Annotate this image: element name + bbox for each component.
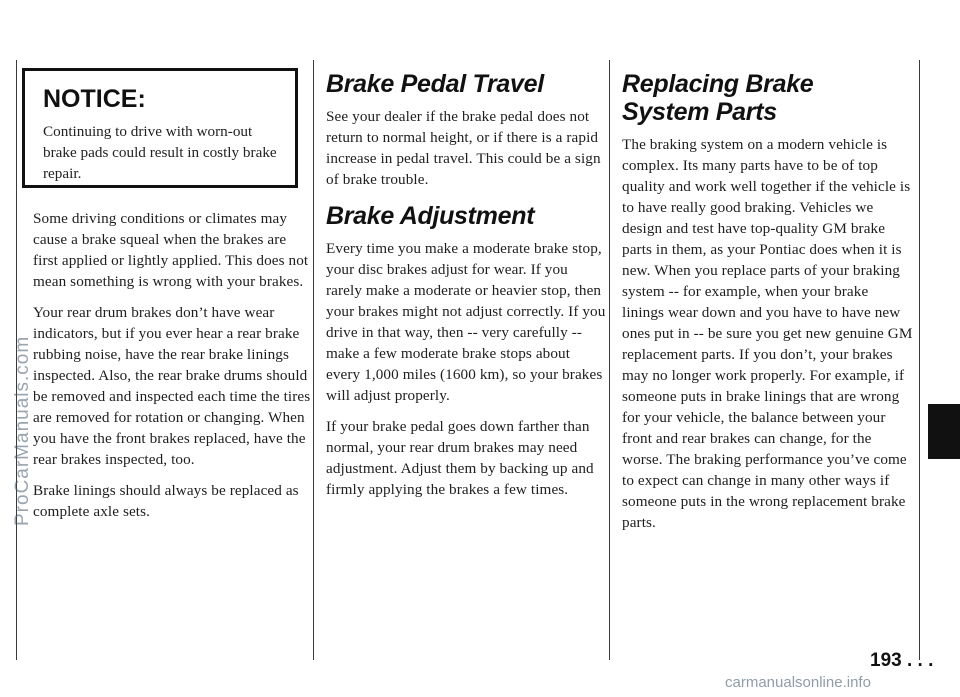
heading-brake-pedal-travel: Brake Pedal Travel — [326, 70, 544, 98]
column-middle — [326, 70, 606, 510]
notice-box — [22, 68, 298, 188]
column-rule-middle-left — [313, 60, 314, 660]
paragraph-replacing-parts: The braking system on a modern vehicle is complex. Its many parts have to be of top quality and work well together if the vehicle is to have really good braking. Vehicles we design and test have top-quality GM brake parts in them, as your Pontiac does when it is new. When you replace parts of your braking system -- for example, when your brake linings wear down and you have to have new ones put in -- be sure you get new genuine GM replacement parts. If you don’t, your brakes may no longer work properly. For example, if someone puts in brake linings that are wrong for your vehicle, the balance between your front and rear brakes can change, for the worse. The braking performance you’ve come to expect can change in many other ways if someone puts in the wrong replacement brake parts. — [622, 136, 913, 531]
column-left — [33, 208, 313, 532]
paragraph-brake-adjustment: Every time you make a moderate brake stop, your disc brakes adjust for wear. If you rarely make a moderate or heavier stop, then your brakes might not adjust correctly. If you drive in that way, then -- very carefully -- make a few moderate brake stops about every 1,000 miles (1600 km), so your brakes will adjust properly. — [326, 240, 606, 404]
paragraph-pedal-travel: See your dealer if the brake pedal does not return to normal height, or if there is a rapid increase in pedal travel. This could be a sign of brake trouble. — [326, 108, 601, 188]
paragraph-drum-brakes: Your rear drum brakes don’t have wear indicators, but if you ever hear a rear brake rubbing noise, have the rear brake linings inspected. Also, the rear brake drums should be removed and inspected each time the tires are removed for rotation or changing. When you have the front brakes replaced, have the rear brakes inspected, too. — [33, 304, 311, 468]
section-tab-marker — [928, 404, 960, 459]
page-number: 193 . . . — [870, 650, 934, 671]
watermark-vertical: ProCarManuals.com — [12, 335, 33, 526]
paragraph-pedal-farther: If your brake pedal goes down farther than normal, your rear drum brakes may need adjustment. Adjust them by backing up and firmly applying the brakes a few times. — [326, 418, 594, 498]
notice-title: NOTICE: — [43, 85, 146, 113]
paragraph-brake-linings: Brake linings should always be replaced as complete axle sets. — [33, 482, 299, 520]
paragraph-brake-squeal: Some driving conditions or climates may cause a brake squeal when the brakes are first applied or lightly applied. This does not mean something is wrong with your brakes. — [33, 210, 309, 290]
heading-replacing-brake-parts: Replacing Brake System Parts — [622, 70, 814, 126]
column-right — [622, 70, 914, 543]
watermark-bottom: carmanualsonline.info — [725, 674, 871, 691]
heading-brake-adjustment: Brake Adjustment — [326, 202, 535, 230]
column-rule-right — [919, 60, 920, 660]
notice-text: Continuing to drive with worn-out brake pads could result in costly brake repair. — [43, 123, 277, 182]
column-rule-middle-right — [609, 60, 610, 660]
